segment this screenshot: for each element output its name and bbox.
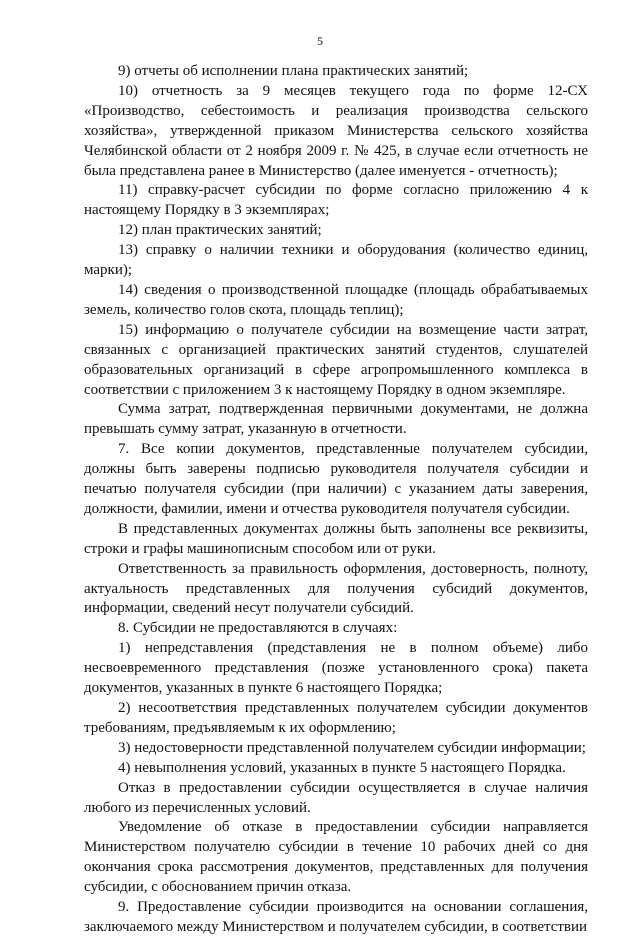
paragraph-refusal-3: 3) недостоверности представленной получателем субсидии информации; xyxy=(118,739,586,756)
paragraph-refusal-notice: Уведомление об отказе в предоставлении субсидии направляется Министерством получателю субсидии в течение 10 рабочих дней со дня окончания срока рассмотрения документов, представленных для получения субсидии, с обоснованием причин отказа. xyxy=(84,819,588,896)
document-body xyxy=(84,62,588,938)
paragraph-requisites: В представленных документах должны быть заполнены все реквизиты, строки и графы машинописным способом или от руки. xyxy=(84,520,588,557)
paragraph-item-11: 11) справку-расчет субсидии по форме согласно приложению 4 к настоящему Порядку в 3 экземплярах; xyxy=(84,182,588,219)
paragraph-refusal-2: 2) несоответствия представленных получателем субсидии документов требованиям, предъявляемым к их оформлению; xyxy=(84,700,588,736)
paragraph-item-12: 12) план практических занятий; xyxy=(118,222,322,239)
paragraph-cost-limit: Сумма затрат, подтвержденная первичными документами, не должна превышать сумму затрат, указанную в отчетности. xyxy=(84,401,588,438)
paragraph-item-13: 13) справку о наличии техники и оборудования (количество единиц, марки); xyxy=(84,242,588,279)
page-number: 5 xyxy=(317,34,323,48)
paragraph-clause-9: 9. Предоставление субсидии производится на основании соглашения, заключаемого между Министерством и получателем субсидии, в соответствии xyxy=(84,899,588,935)
paragraph-refusal-conditions: Отказ в предоставлении субсидии осуществляется в случае наличия любого из перечисленных условий. xyxy=(84,779,588,816)
paragraph-clause-8: 8. Субсидии не предоставляются в случаях: xyxy=(118,620,398,637)
paragraph-item-15: 15) информацию о получателе субсидии на возмещение части затрат, связанных с организацией практических занятий студентов, слушателей образовательных организаций в сфере агропромышленного комплекса в соответствии с приложением 3 к настоящему Порядку в одном экземпляре. xyxy=(84,321,588,398)
paragraph-clause-7: 7. Все копии документов, представленные получателем субсидии, должны быть заверены подписью руководителя получателя субсидии и печатью получателя субсидии (при наличии) с указанием даты заверения, должности, фамилии, имени и отчества руководителя получателя субсидии. xyxy=(84,441,588,517)
paragraph-refusal-4: 4) невыполнения условий, указанных в пункте 5 настоящего Порядка. xyxy=(118,759,566,776)
paragraph-responsibility: Ответственность за правильность оформления, достоверность, полноту, актуальность представленных для получения субсидий документов, информации, сведений несут получатели субсидий. xyxy=(84,560,588,617)
paragraph-refusal-1: 1) непредставления (представления не в полном объеме) либо несвоевременного представления (позже установленного срока) пакета документов, указанных в пункте 6 настоящего Порядка; xyxy=(84,640,588,697)
paragraph-item-9: 9) отчеты об исполнении плана практических занятий; xyxy=(118,63,469,79)
paragraph-item-14: 14) сведения о производственной площадке (площадь обрабатываемых земель, количество голов скота, площадь теплиц); xyxy=(84,281,588,318)
paragraph-item-10: 10) отчетность за 9 месяцев текущего года по форме 12-СХ «Производство, себестоимость и реализация производства сельского хозяйства», утвержденной приказом Министерства сельского хозяйства Челябинской области от 2 ноября 2009 г. № 425, в случае если отчетность не была представлена ранее в Министерство (далее именуется - отчетность); xyxy=(84,82,588,179)
